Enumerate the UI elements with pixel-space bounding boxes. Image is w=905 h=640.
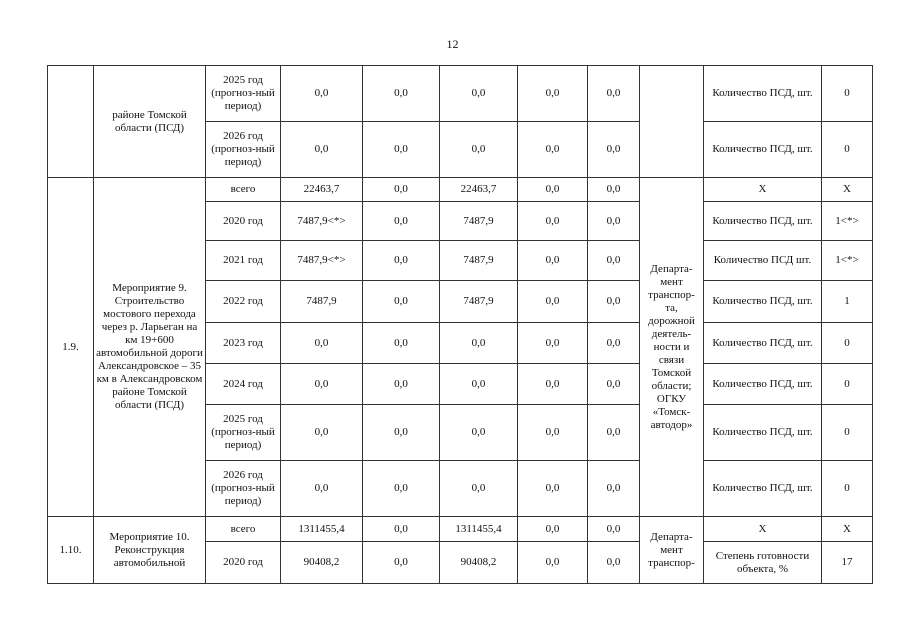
regional-cell: 0,0	[440, 122, 518, 178]
total-cell: 0,0	[281, 461, 363, 517]
total-cell: 0,0	[281, 364, 363, 405]
period-cell: 2020 год	[206, 542, 281, 584]
other-cell: 0,0	[588, 281, 640, 323]
local-cell: 0,0	[518, 122, 588, 178]
period-cell: 2025 год (прогноз-ный период)	[206, 66, 281, 122]
local-cell: 0,0	[518, 517, 588, 542]
total-cell: 1311455,4	[281, 517, 363, 542]
total-cell: 22463,7	[281, 178, 363, 202]
table-row	[48, 66, 873, 122]
total-cell: 7487,9<*>	[281, 241, 363, 281]
other-cell: 0,0	[588, 66, 640, 122]
table-row	[48, 517, 873, 542]
federal-cell: 0,0	[363, 281, 440, 323]
indicator-value-cell: 1<*>	[822, 241, 873, 281]
period-cell: всего	[206, 178, 281, 202]
total-cell: 0,0	[281, 66, 363, 122]
indicator-cell: Количество ПСД, шт.	[704, 66, 822, 122]
federal-cell: 0,0	[363, 461, 440, 517]
row-number	[48, 66, 94, 178]
regional-cell: 22463,7	[440, 178, 518, 202]
local-cell: 0,0	[518, 202, 588, 241]
total-cell: 0,0	[281, 405, 363, 461]
total-cell: 90408,2	[281, 542, 363, 584]
indicator-value-cell: 0	[822, 66, 873, 122]
executor-cell: Департа-мент транспор-	[640, 517, 704, 584]
other-cell: 0,0	[588, 178, 640, 202]
regional-cell: 7487,9	[440, 241, 518, 281]
indicator-cell: Количество ПСД, шт.	[704, 364, 822, 405]
indicator-cell: Количество ПСД шт.	[704, 241, 822, 281]
indicator-value-cell: 0	[822, 405, 873, 461]
local-cell: 0,0	[518, 364, 588, 405]
indicator-value-cell: 0	[822, 122, 873, 178]
local-cell: 0,0	[518, 461, 588, 517]
total-cell: 7487,9<*>	[281, 202, 363, 241]
period-cell: 2023 год	[206, 323, 281, 364]
indicator-cell: Количество ПСД, шт.	[704, 461, 822, 517]
regional-cell: 7487,9	[440, 202, 518, 241]
measure-name: Мероприятие 10. Реконструкция автомобильной	[94, 517, 206, 584]
indicator-value-cell: 1<*>	[822, 202, 873, 241]
indicator-value-cell: Х	[822, 517, 873, 542]
indicator-value-cell: Х	[822, 178, 873, 202]
indicator-value-cell: 0	[822, 323, 873, 364]
federal-cell: 0,0	[363, 178, 440, 202]
federal-cell: 0,0	[363, 122, 440, 178]
period-cell: 2021 год	[206, 241, 281, 281]
indicator-cell: Х	[704, 517, 822, 542]
local-cell: 0,0	[518, 323, 588, 364]
measure-name: районе Томской области (ПСД)	[94, 66, 206, 178]
indicator-value-cell: 0	[822, 461, 873, 517]
regional-cell: 0,0	[440, 323, 518, 364]
period-cell: 2026 год (прогноз-ный период)	[206, 122, 281, 178]
federal-cell: 0,0	[363, 364, 440, 405]
local-cell: 0,0	[518, 66, 588, 122]
other-cell: 0,0	[588, 202, 640, 241]
program-measures-table	[47, 65, 873, 584]
local-cell: 0,0	[518, 405, 588, 461]
local-cell: 0,0	[518, 542, 588, 584]
total-cell: 7487,9	[281, 281, 363, 323]
period-cell: всего	[206, 517, 281, 542]
total-cell: 0,0	[281, 122, 363, 178]
other-cell: 0,0	[588, 517, 640, 542]
federal-cell: 0,0	[363, 517, 440, 542]
regional-cell: 0,0	[440, 364, 518, 405]
regional-cell: 90408,2	[440, 542, 518, 584]
total-cell: 0,0	[281, 323, 363, 364]
other-cell: 0,0	[588, 461, 640, 517]
other-cell: 0,0	[588, 364, 640, 405]
other-cell: 0,0	[588, 542, 640, 584]
indicator-cell: Количество ПСД, шт.	[704, 202, 822, 241]
other-cell: 0,0	[588, 241, 640, 281]
local-cell: 0,0	[518, 281, 588, 323]
row-number: 1.10.	[48, 517, 94, 584]
period-cell: 2026 год (прогноз-ный период)	[206, 461, 281, 517]
indicator-cell: Степень готовности объекта, %	[704, 542, 822, 584]
other-cell: 0,0	[588, 122, 640, 178]
federal-cell: 0,0	[363, 241, 440, 281]
period-cell: 2024 год	[206, 364, 281, 405]
indicator-cell: Количество ПСД, шт.	[704, 122, 822, 178]
period-cell: 2022 год	[206, 281, 281, 323]
indicator-cell: Количество ПСД, шт.	[704, 281, 822, 323]
executor-cell	[640, 66, 704, 178]
regional-cell: 0,0	[440, 66, 518, 122]
period-cell: 2020 год	[206, 202, 281, 241]
indicator-cell: Х	[704, 178, 822, 202]
regional-cell: 7487,9	[440, 281, 518, 323]
row-number: 1.9.	[48, 178, 94, 517]
indicator-cell: Количество ПСД, шт.	[704, 405, 822, 461]
federal-cell: 0,0	[363, 405, 440, 461]
local-cell: 0,0	[518, 241, 588, 281]
period-cell: 2025 год (прогноз-ный период)	[206, 405, 281, 461]
federal-cell: 0,0	[363, 202, 440, 241]
local-cell: 0,0	[518, 178, 588, 202]
federal-cell: 0,0	[363, 542, 440, 584]
indicator-cell: Количество ПСД, шт.	[704, 323, 822, 364]
regional-cell: 0,0	[440, 461, 518, 517]
table-row	[48, 178, 873, 202]
page-number: 12	[446, 37, 459, 51]
regional-cell: 0,0	[440, 405, 518, 461]
indicator-value-cell: 17	[822, 542, 873, 584]
regional-cell: 1311455,4	[440, 517, 518, 542]
measure-name: Мероприятие 9. Строительство мостового перехода через р. Ларьеган на км 19+600 автомобильной дороги Александровское – 35 км в Александровском районе Томской области (ПСД)	[94, 178, 206, 517]
federal-cell: 0,0	[363, 323, 440, 364]
federal-cell: 0,0	[363, 66, 440, 122]
other-cell: 0,0	[588, 405, 640, 461]
other-cell: 0,0	[588, 323, 640, 364]
indicator-value-cell: 1	[822, 281, 873, 323]
executor-cell: Департа-мент транспор-та, дорожной деятель-ности и связи Томской области; ОГКУ «Томск-автодор»	[640, 178, 704, 517]
indicator-value-cell: 0	[822, 364, 873, 405]
